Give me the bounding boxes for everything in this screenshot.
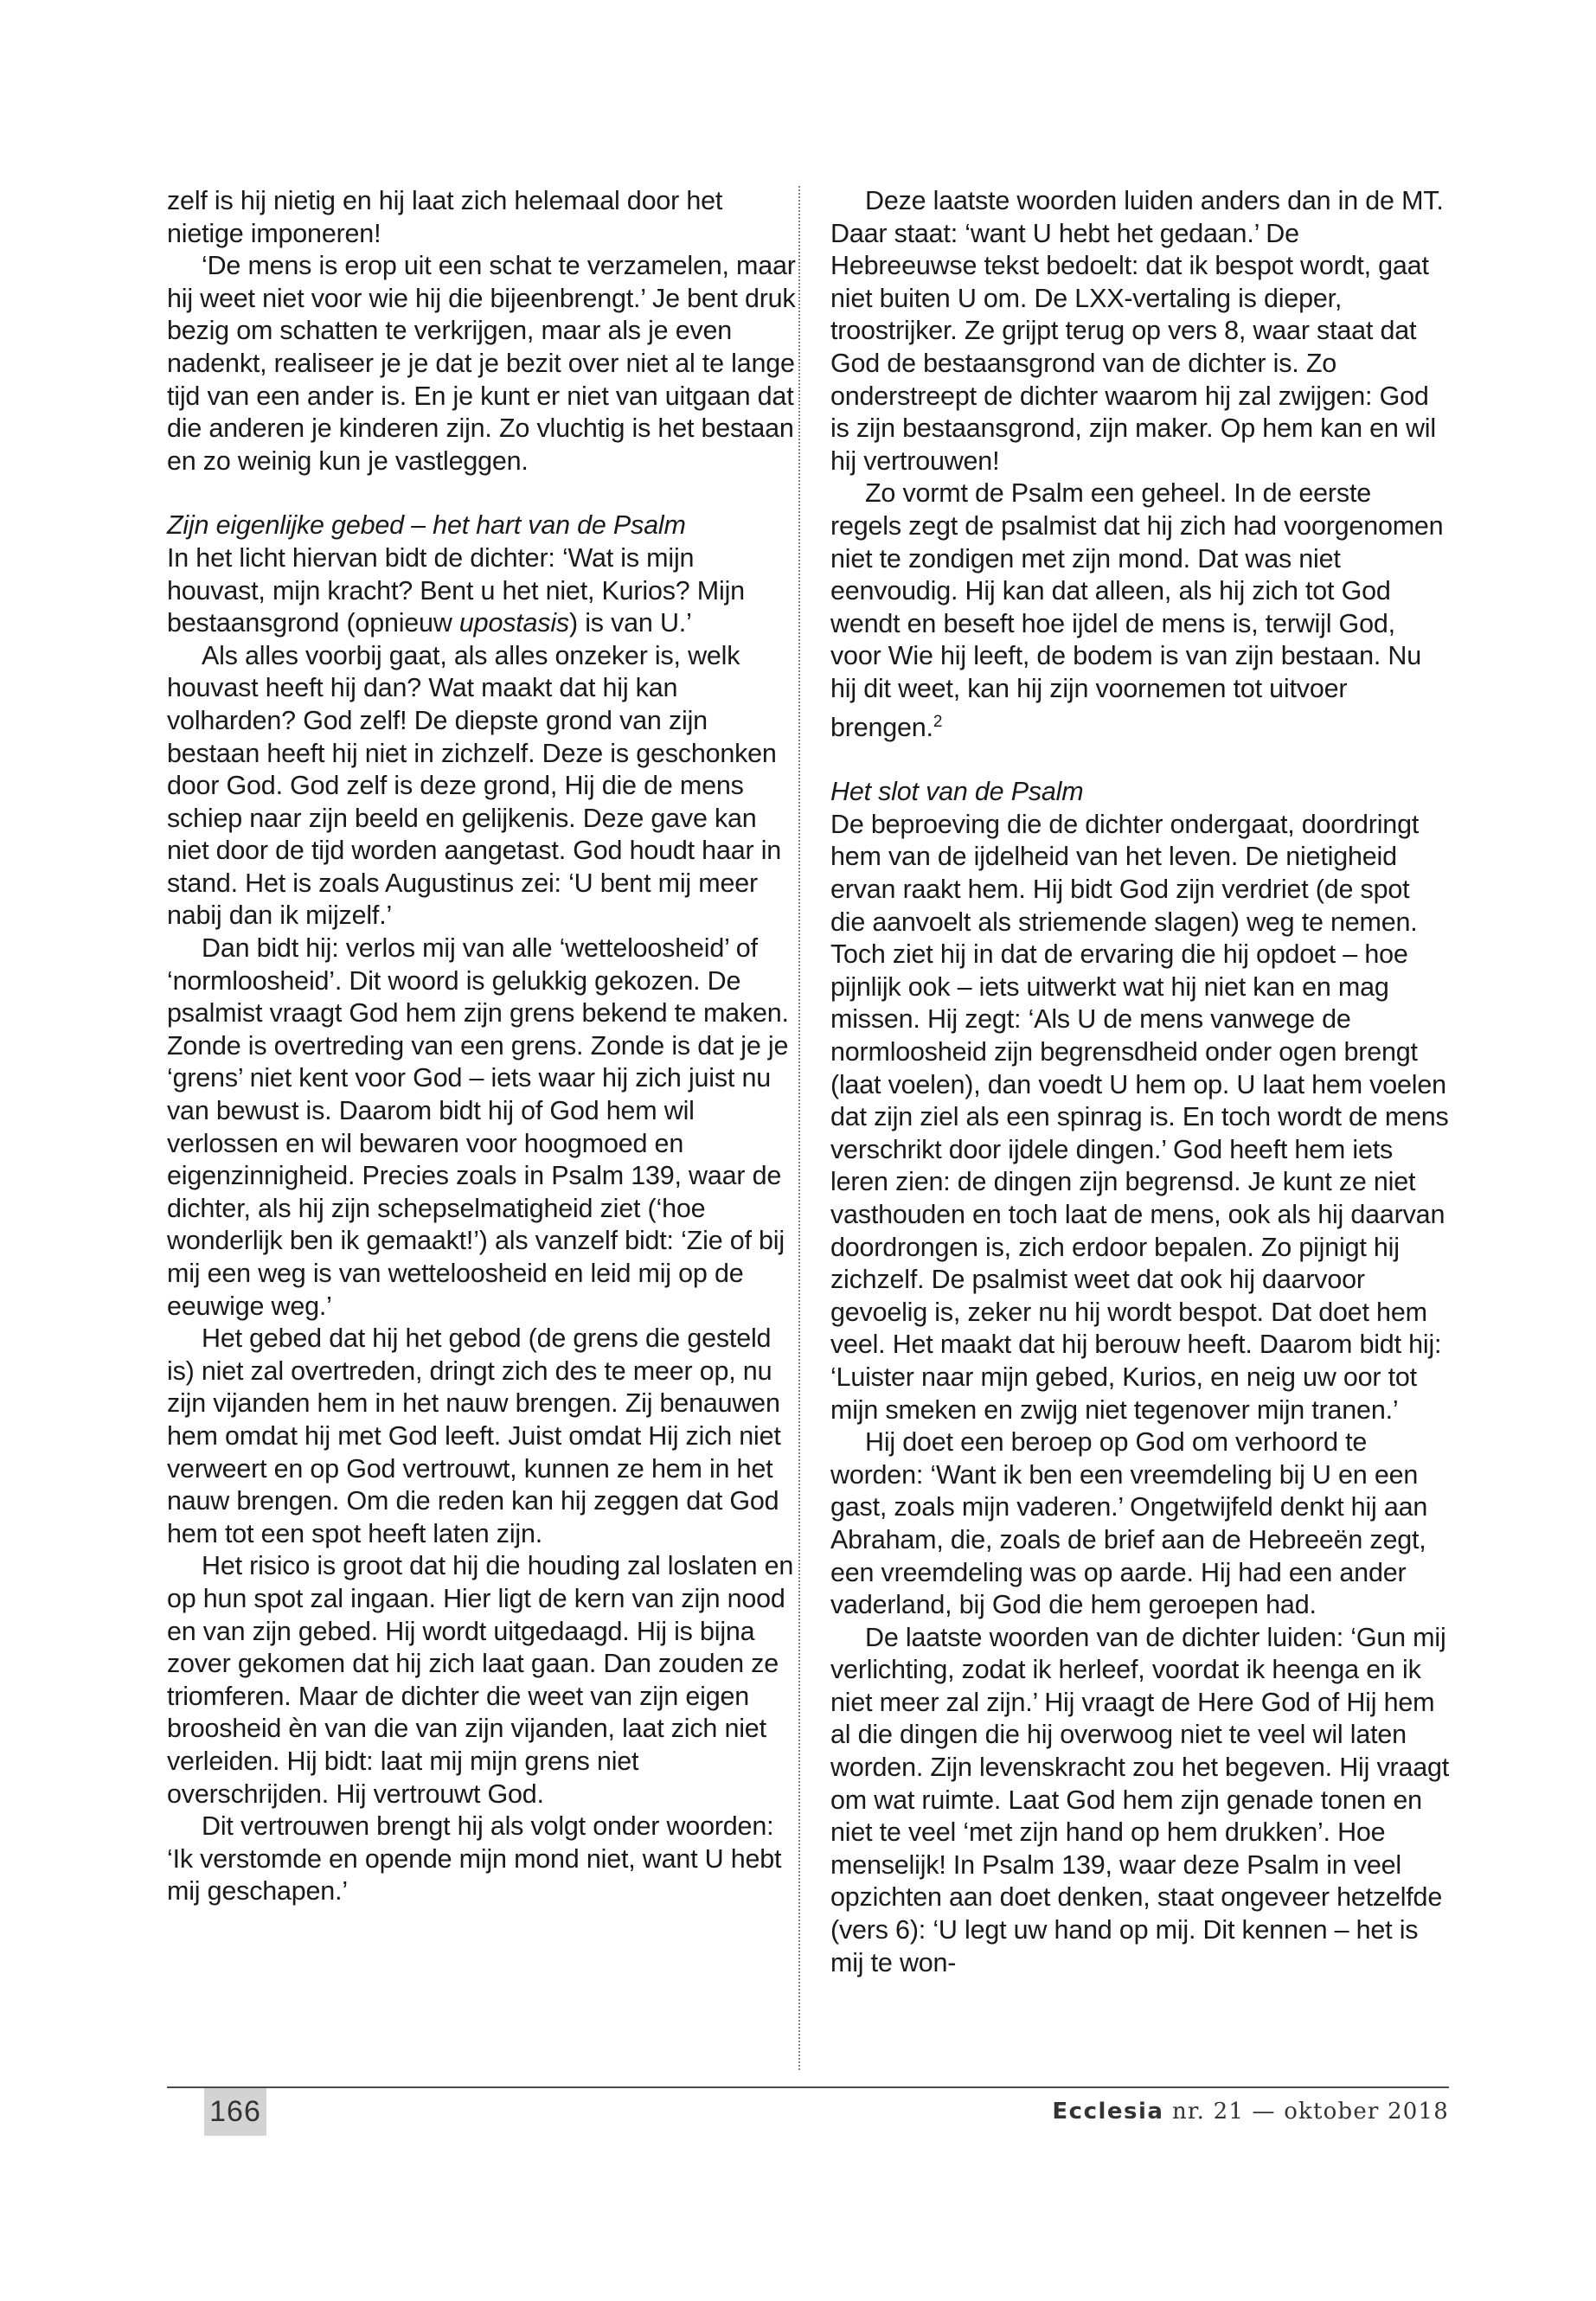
page-number: 166 — [204, 2088, 266, 2136]
footer-rule — [167, 2086, 1449, 2088]
paragraph: Dan bidt hij: verlos mij van alle ‘wetteloosheid’ of ‘normloosheid’. Dit woord is gelukkig gekozen. De psalmist vraagt God hem zijn grens bekend te maken. Zonde is overtreding van een grens. Zonde is dat je je ‘grens’ niet kent voor God – iets waar hij zich juist nu van bewust is. Daarom bidt hij of God hem wil verlossen en wil bewaren voor hoogmoed en eigenzinnigheid. Precies zoals in Psalm 139, waar de dichter, als hij zijn schepselmatigheid ziet (‘hoe wonderlijk ben ik gemaakt!’) als vanzelf bidt: ‘Zie of bij mij een weg is van wetteloosheid en leid mij op de eeuwige weg.’ — [167, 933, 789, 1321]
paragraph: Het risico is groot dat hij die houding zal loslaten en op hun spot zal ingaan. Hier ligt de kern van zijn nood en van zijn gebed. Hij wordt uitgedaagd. Hij is bijna zover gekomen dat hij zich laat gaan. Dan zouden ze triomferen. Maar de dichter die weet van zijn eigen broosheid èn van die van zijn vijanden, laat zich niet verleiden. Hij bidt: laat mij mijn grens niet overschrijden. Hij vertrouwt God. — [167, 1551, 794, 1809]
paragraph: Deze laatste woorden luiden anders dan in de MT. Daar staat: ‘want U hebt het gedaan.’ De Hebreeuwse tekst bedoelt: dat ik bespot wordt, gaat niet buiten U om. De LXX-vertaling is dieper, troostrijker. Ze grijpt terug op vers 8, waar staat dat God de bestaansgrond van de dichter is. Zo onderstreept de dichter waarom hij zal zwijgen: God is zijn bestaansgrond, zijn maker. Op hem kan en wil hij vertrouwen! — [830, 186, 1444, 476]
paragraph — [830, 478, 1449, 744]
text-run: ) is van U.’ — [568, 608, 692, 638]
issue-info: nr. 21 — oktober 2018 — [1171, 2099, 1449, 2125]
section-heading: Het slot van de Psalm — [830, 777, 1084, 807]
paragraph: Dit vertrouwen brengt hij als volgt onder woorden: ‘Ik verstomde en opende mijn mond niet, want U hebt mij geschapen.’ — [167, 1811, 782, 1907]
text-run: In het licht hiervan bidt de dichter: ‘Wat is mijn houvast, mijn kracht? Bent u het niet, Kurios? Mijn bestaansgrond (opnieuw — [167, 542, 745, 638]
paragraph: zelf is hij nietig en hij laat zich helemaal door het nietige imponeren! — [167, 186, 723, 248]
paragraph: Als alles voorbij gaat, als alles onzeker is, welk houvast heeft hij dan? Wat maakt dat hij kan volharden? God zelf! De diepste grond van zijn bestaan heeft hij niet in zichzelf. Deze is geschonken door God. God zelf is deze grond, Hij die de mens schiep naar zijn beeld en gelijkenis. Deze gave kan niet door de tijd worden aangetast. God houdt haar in stand. Het is zoals Augustinus zei: ‘U bent mij meer nabij dan ik mijzelf.’ — [167, 640, 782, 931]
column-divider — [798, 186, 800, 2070]
footer-publication — [1052, 2094, 1449, 2129]
paragraph — [167, 542, 798, 640]
paragraph: De laatste woorden van de dichter luiden: ‘Gun mij verlichting, zodat ik herleef, voordat ik heenga en ik niet meer zal zijn.’ Hij vraagt de Here God of Hij hem al die dingen die hij overwoog niet te veel wil laten worden. Zijn levenskracht zou het begeven. Hij vraagt om wat ruimte. Laat God hem zijn genade tonen en niet te veel ‘met zijn hand op hem drukken’. Hoe menselijk! In Psalm 139, waar deze Psalm in veel opzichten aan doet denken, staat ongeveer hetzelfde (vers 6): ‘U legt uw hand op mij. Dit kennen – het is mij te won- — [830, 1622, 1450, 1977]
paragraph: Het gebed dat hij het gebod (de grens die gesteld is) niet zal overtreden, dringt zich des te meer op, nu zijn vijanden hem in het nauw brengen. Zij benauwen hem omdat hij met God leeft. Juist omdat Hij zich niet verweert en op God vertrouwt, kunnen ze hem in het nauw brengen. Om die reden kan hij zeggen dat God hem tot een spot heeft laten zijn. — [167, 1324, 781, 1548]
paragraph: Hij doet een beroep op God om verhoord te worden: ‘Want ik ben een vreemdeling bij U en een gast, zoals mijn vaderen.’ Ongetwijfeld denkt hij aan Abraham, die, zoals de brief aan de Hebreeën zegt, een vreemdeling was op aarde. Hij had een ander vaderland, bij God die hem geroepen had. — [830, 1427, 1428, 1620]
right-column — [830, 185, 1449, 1979]
italic-term: upostasis — [458, 608, 569, 638]
text-run: Zo vormt de Psalm een geheel. In de eerste regels zegt de psalmist dat hij zich had voorgenomen niet te zondigen met zijn mond. Dat was niet eenvoudig. Hij kan dat alleen, als hij zich tot God wendt en beseft hoe ijdel de mens is, terwijl God, voor Wie hij leeft, de bodem is van zijn bestaan. Nu hij dit weet, kan hij zijn voornemen tot uitvoer brengen. — [830, 478, 1444, 742]
paragraph: De beproeving die de dichter ondergaat, doordringt hem van de ijdelheid van het leven. De nietigheid ervan raakt hem. Hij bidt God zijn verdriet (de spot die aanvoelt als striemende slagen) weg te nemen. Toch ziet hij in dat de ervaring die hij opdoet – hoe pijnlijk ook – iets uitwerkt wat hij niet kan en mag missen. Hij zegt: ‘Als U de mens vanwege de normloosheid zijn begrensdheid onder ogen brengt (laat voelen), dan voedt U hem op. U laat hem voelen dat zijn ziel als een spinrag is. En toch wordt de mens verschrikt door ijdele dingen.’ God heeft hem iets leren zien: de dingen zijn begrensd. Je kunt ze niet vasthouden en toch laat de mens, ook als hij daarvan doordrongen is, zich erdoor bepalen. Zo pijnigt hij zichzelf. De psalmist weet dat ook hij daarvoor gevoelig is, zeker nu hij wordt bespot. Dat doet hem veel. Het maakt dat hij berouw heeft. Daarom bidt hij: ‘Luister naar mijn gebed, Kurios, en neig uw oor tot mijn smeken en zwijg niet tegenover mijn tranen.’ — [830, 809, 1449, 1425]
left-column — [167, 185, 798, 1908]
paragraph: ‘De mens is erop uit een schat te verzamelen, maar hij weet niet voor wie hij die bijeenbrengt.’ Je bent druk bezig om schatten te verkrijgen, maar als je even nadenkt, realiseer je je dat je bezit over niet al te lange tijd van een ander is. En je kunt er niet van uitgaan dat die anderen je kinderen zijn. Zo vluchtig is het bestaan en zo weinig kun je vastleggen. — [167, 251, 796, 476]
section-heading: Zijn eigenlijke gebed – het hart van de Psalm — [167, 510, 686, 541]
publication-name: Ecclesia — [1052, 2099, 1164, 2125]
footnote-marker[interactable]: 2 — [933, 712, 943, 731]
